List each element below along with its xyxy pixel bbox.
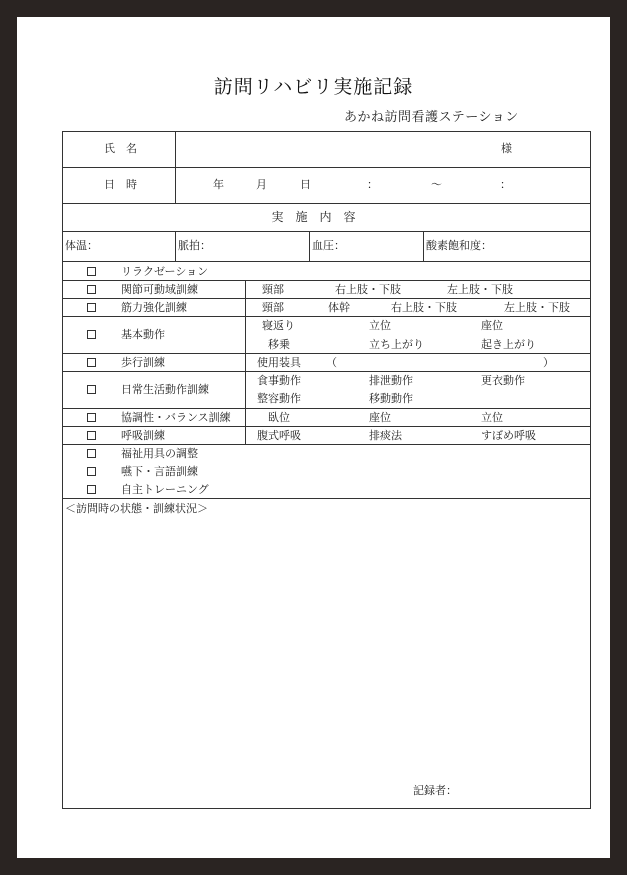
rom-option: 左上肢・下肢	[447, 283, 513, 296]
respiratory-option: 腹式呼吸	[257, 429, 301, 442]
pulse-label: 脈拍：	[178, 239, 211, 252]
col-divider	[423, 231, 424, 261]
gait-brace-label: 使用装具	[257, 356, 301, 369]
row-divider	[62, 261, 591, 262]
rom-option: 右上肢・下肢	[335, 283, 401, 296]
basic-option: 寝返り	[262, 319, 295, 332]
checkbox-coordination[interactable]	[87, 413, 96, 422]
item-gait: 歩行訓練	[121, 356, 165, 369]
basic-option: 移乗	[268, 338, 290, 351]
row-divider	[62, 231, 591, 232]
day-label: 日	[300, 178, 311, 191]
coordination-option: 臥位	[268, 411, 290, 424]
adl-option: 移動動作	[369, 392, 413, 405]
year-label: 年	[213, 178, 224, 191]
col-divider	[309, 231, 310, 261]
name-label: 氏 名	[104, 142, 137, 155]
month-label: 月	[256, 178, 267, 191]
gait-paren-close: ）	[543, 356, 554, 369]
strength-option: 体幹	[328, 301, 350, 314]
checkbox-self[interactable]	[87, 485, 96, 494]
status-heading: ＜訪問時の状態・訓練状況＞	[65, 502, 208, 515]
item-rom: 関節可動域訓練	[121, 283, 198, 296]
basic-option: 座位	[481, 319, 503, 332]
strength-option: 左上肢・下肢	[504, 301, 570, 314]
respiratory-option: 排痰法	[369, 429, 402, 442]
item-respiratory: 呼吸訓練	[121, 429, 165, 442]
adl-option: 更衣動作	[481, 374, 525, 387]
checkbox-rom[interactable]	[87, 285, 96, 294]
datetime-label: 日 時	[104, 178, 137, 191]
gait-paren-open: （	[326, 356, 337, 369]
checkbox-respiratory[interactable]	[87, 431, 96, 440]
row-divider	[62, 298, 591, 299]
checkbox-basic[interactable]	[87, 330, 96, 339]
item-basic: 基本動作	[121, 328, 165, 341]
row-divider	[62, 426, 591, 427]
row-divider	[62, 498, 591, 499]
page-title: 訪問リハビリ実施記録	[213, 76, 414, 98]
honorific: 様	[501, 142, 512, 155]
basic-option: 立ち上がり	[369, 338, 424, 351]
adl-option: 整容動作	[257, 392, 301, 405]
checkbox-relaxation[interactable]	[87, 267, 96, 276]
row-divider	[62, 444, 591, 445]
time-tilde: ～	[431, 178, 442, 191]
item-swallow: 嚥下・言語訓練	[121, 465, 198, 478]
row-divider	[62, 203, 591, 204]
coordination-option: 座位	[369, 411, 391, 424]
checkbox-gait[interactable]	[87, 358, 96, 367]
checkbox-welfare[interactable]	[87, 449, 96, 458]
strength-option: 右上肢・下肢	[391, 301, 457, 314]
strength-option: 頸部	[262, 301, 284, 314]
col-divider	[175, 131, 176, 203]
item-adl: 日常生活動作訓練	[121, 383, 209, 396]
checkbox-adl[interactable]	[87, 385, 96, 394]
recorder-label: 記録者：	[413, 784, 457, 797]
blood-pressure-label: 血圧：	[312, 239, 345, 252]
rom-option: 頸部	[262, 283, 284, 296]
adl-option: 食事動作	[257, 374, 301, 387]
row-divider	[62, 316, 591, 317]
row-divider	[62, 353, 591, 354]
row-divider	[62, 371, 591, 372]
item-self: 自主トレーニング	[121, 483, 209, 496]
checkbox-strength[interactable]	[87, 303, 96, 312]
row-divider	[62, 408, 591, 409]
item-coordination: 協調性・バランス訓練	[121, 411, 231, 424]
basic-option: 立位	[369, 319, 391, 332]
station-name: あかね訪問看護ステーション	[344, 110, 519, 125]
respiratory-option: すぼめ呼吸	[481, 429, 536, 442]
time-colon: ：	[367, 178, 378, 191]
coordination-option: 立位	[481, 411, 503, 424]
time-colon: ：	[500, 178, 511, 191]
basic-option: 起き上がり	[481, 338, 536, 351]
row-divider	[62, 280, 591, 281]
checkbox-swallow[interactable]	[87, 467, 96, 476]
item-welfare: 福祉用具の調整	[121, 447, 198, 460]
section-title: 実 施 内 容	[271, 210, 356, 224]
row-divider	[62, 167, 591, 168]
adl-option: 排泄動作	[369, 374, 413, 387]
col-divider	[245, 280, 246, 444]
col-divider	[175, 231, 176, 261]
item-strength: 筋力強化訓練	[121, 301, 187, 314]
spo2-label: 酸素飽和度：	[426, 239, 492, 252]
item-relaxation: リラクゼーション	[121, 265, 209, 278]
temperature-label: 体温：	[65, 239, 98, 252]
